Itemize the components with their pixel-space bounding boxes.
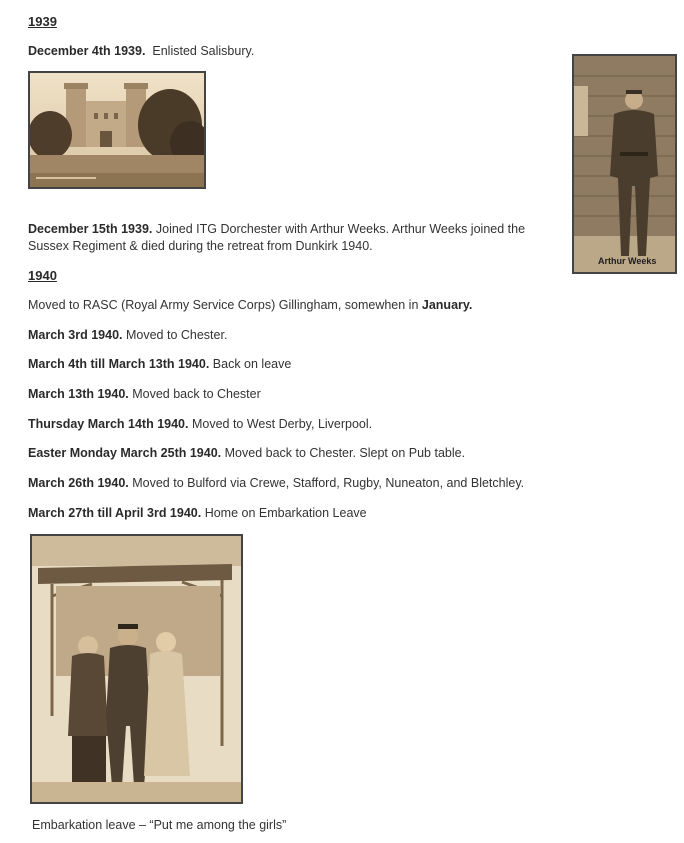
entry-date: March 3rd 1940.	[28, 328, 123, 342]
entry-text: Moved to RASC (Royal Army Service Corps) Gillingham, somewhen in	[28, 298, 422, 312]
year-heading-1940: 1940	[28, 268, 57, 283]
entry-march-27-april-3-1940	[28, 505, 367, 522]
entry-date: December 4th 1939.	[28, 44, 146, 58]
embarkation-photo	[30, 534, 243, 804]
entry-text: Moved to West Derby, Liverpool.	[191, 417, 373, 431]
embarkation-photo-caption: Embarkation leave – “Put me among the girls”	[32, 818, 287, 832]
entry-december-4-1939	[28, 43, 254, 60]
entry-text: Home on Embarkation Leave	[204, 506, 367, 520]
entry-text: Back on leave	[212, 357, 292, 371]
year-heading-1939: 1939	[28, 14, 57, 29]
barracks-photo	[28, 71, 206, 189]
entry-december-15-1939-line2: Sussex Regiment & died during the retreat from Dunkirk 1940.	[28, 239, 373, 253]
entry-date: December 15th 1939.	[28, 222, 153, 236]
entry-date: March 4th till March 13th 1940.	[28, 357, 210, 371]
photo-label-arthur-weeks: Arthur Weeks	[598, 256, 657, 266]
entry-text: Enlisted Salisbury.	[152, 44, 255, 58]
entry-march-13-1940	[28, 386, 261, 403]
entry-date: Thursday March 14th 1940.	[28, 417, 189, 431]
entry-text: Moved to Bulford via Crewe, Stafford, Rugby, Nuneaton, and Bletchley.	[132, 476, 525, 490]
entry-text: Moved back to Chester	[132, 387, 261, 401]
entry-march-3-1940	[28, 327, 227, 344]
entry-march-26-1940	[28, 475, 524, 492]
entry-march-25-1940	[28, 445, 465, 462]
entry-march-14-1940	[28, 416, 372, 433]
entry-date: March 13th 1940.	[28, 387, 129, 401]
entry-date: March 26th 1940.	[28, 476, 129, 490]
entry-text: Joined ITG Dorchester with Arthur Weeks. Arthur Weeks joined the	[155, 222, 526, 236]
entry-date: March 27th till April 3rd 1940.	[28, 506, 202, 520]
entry-bold-tail: January.	[421, 298, 473, 312]
arthur-weeks-photo	[572, 54, 677, 274]
entry-text: Moved to Chester.	[125, 328, 228, 342]
entry-december-15-1939	[28, 221, 525, 238]
entry-text: Moved back to Chester. Slept on Pub table.	[224, 446, 466, 460]
entry-date: Easter Monday March 25th 1940.	[28, 446, 222, 460]
entry-march-4-13-1940	[28, 356, 291, 373]
entry-rasc	[28, 297, 472, 314]
